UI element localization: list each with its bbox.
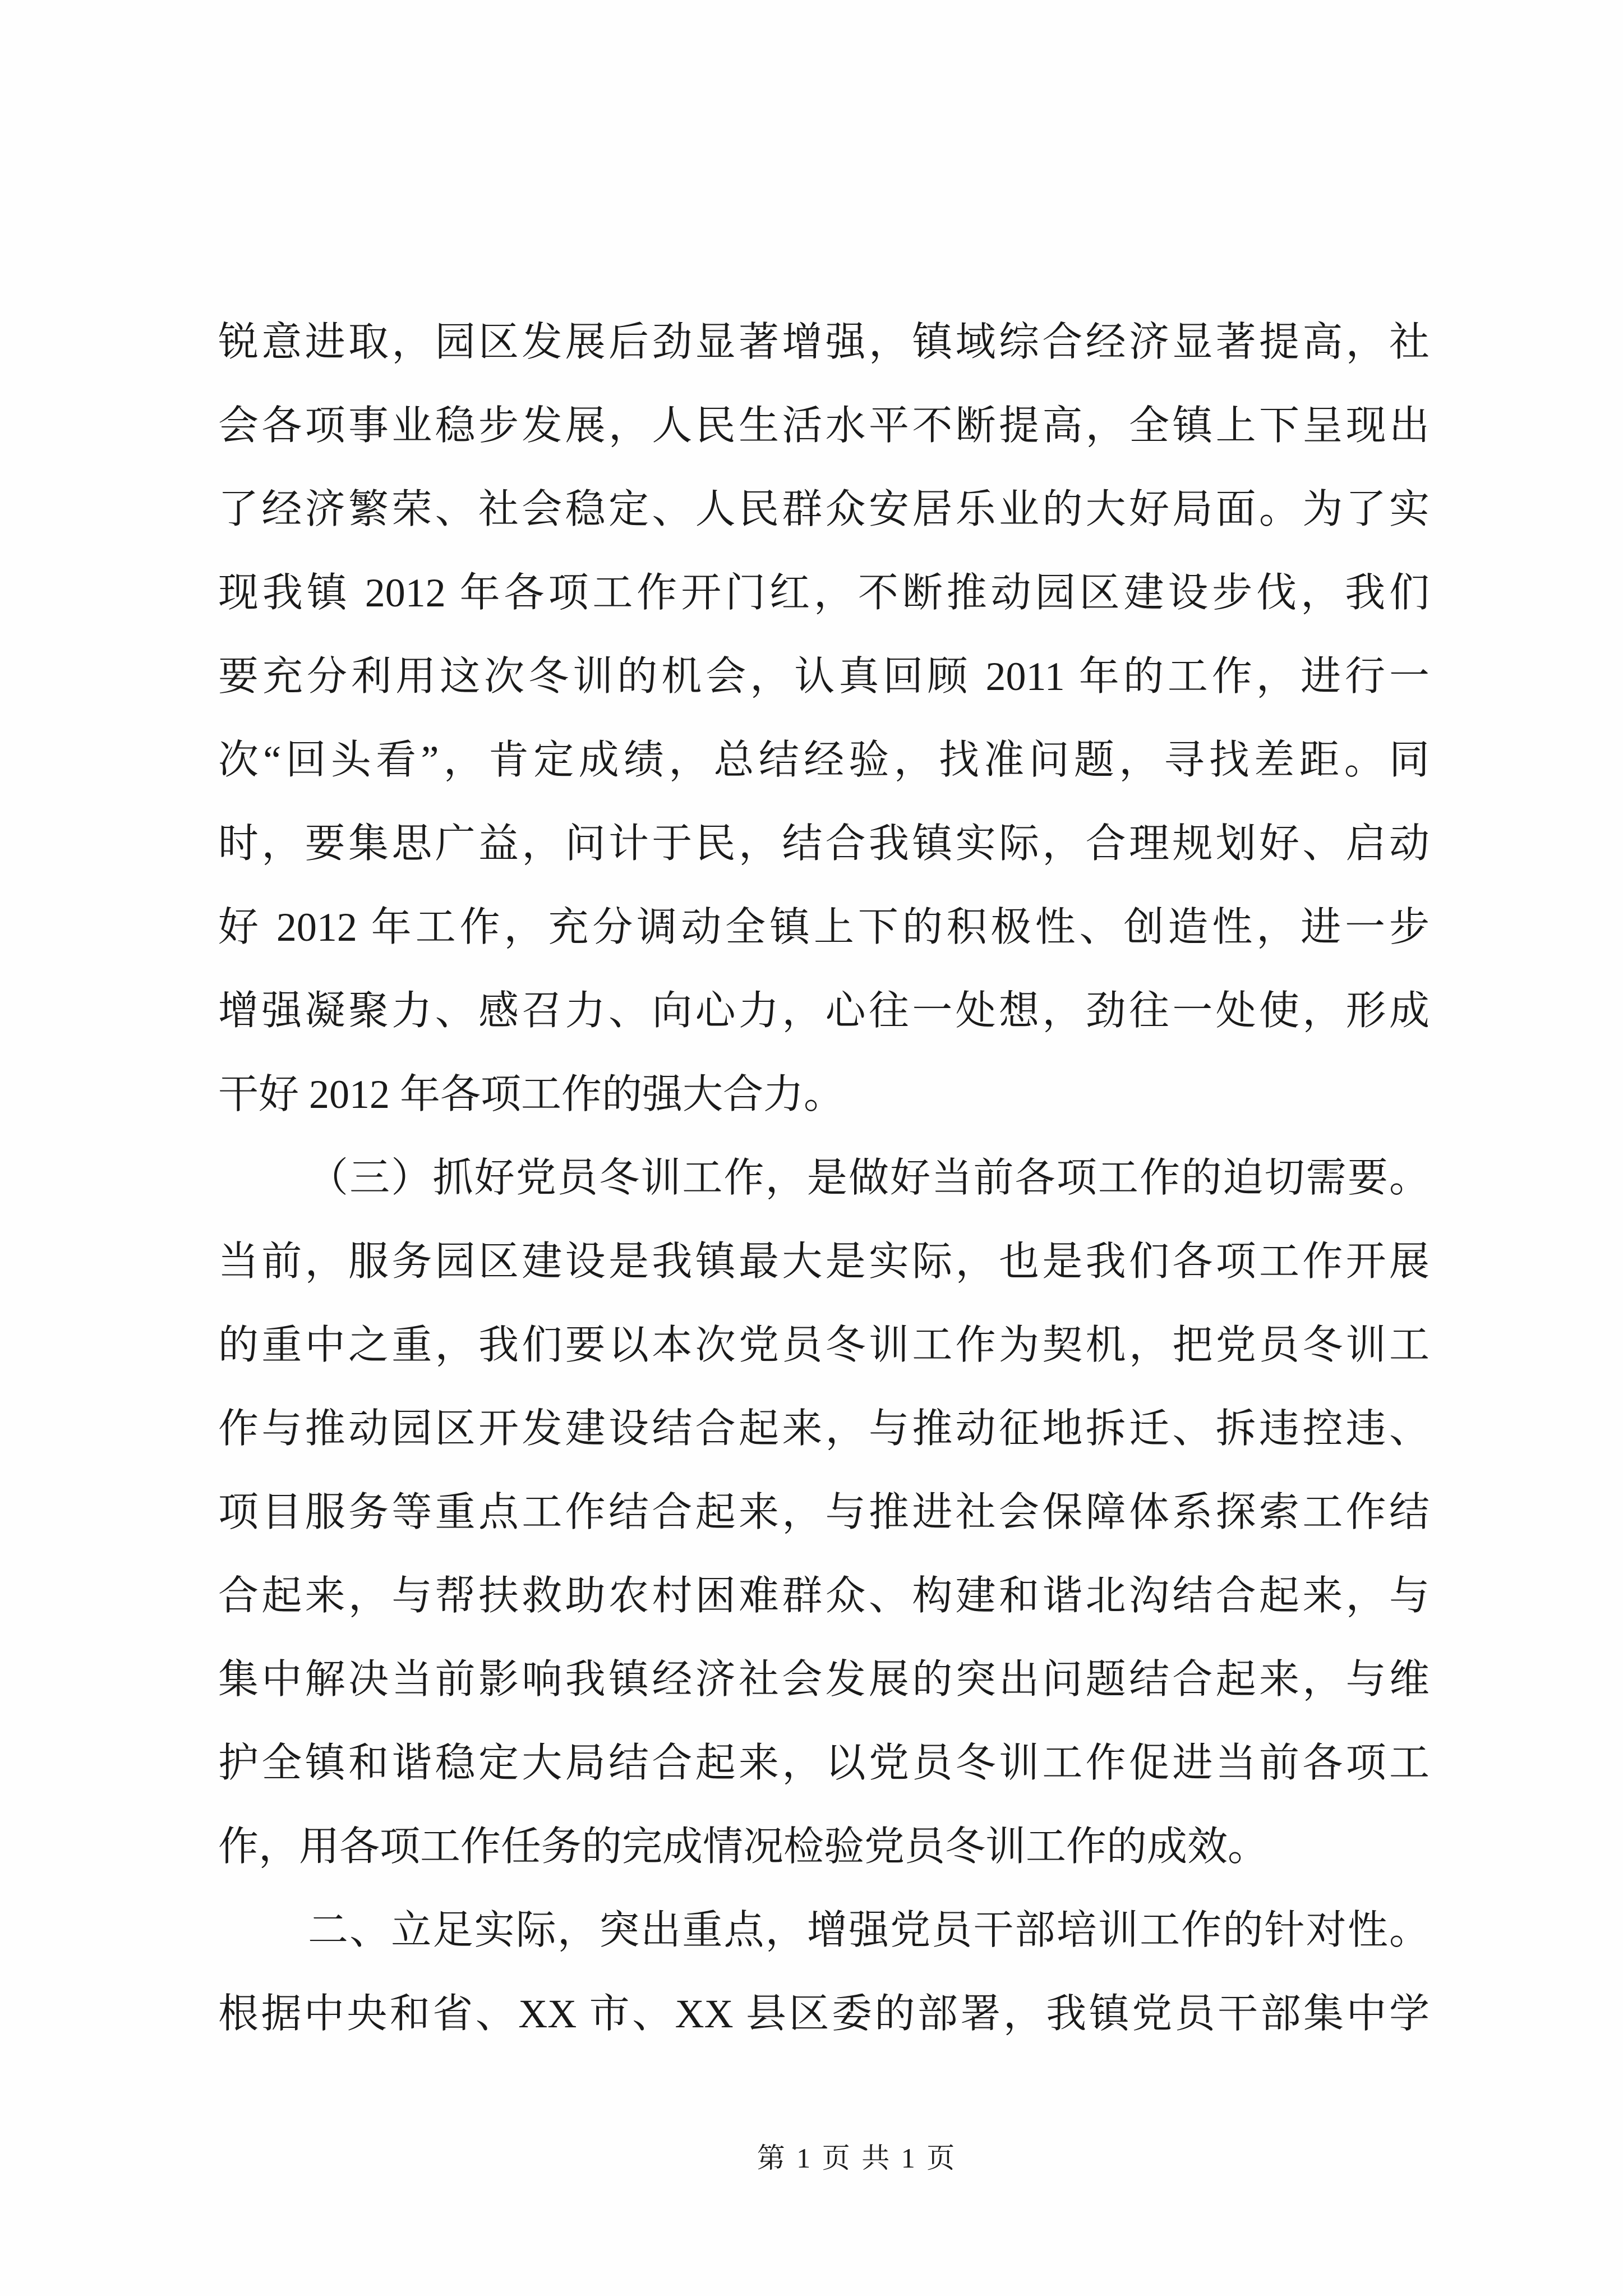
text-line: 时，要集思广益，问计于民，结合我镇实际，合理规划好、启动 — [218, 821, 1430, 866]
section-heading-line: （三）抓好党员冬训工作，是做好当前各项工作的迫切需要。 — [308, 1156, 1430, 1200]
text-line: 合起来，与帮扶救助农村困难群众、构建和谐北沟结合起来，与 — [218, 1573, 1430, 1618]
text-line: 会各项事业稳步发展，人民生活水平不断提高，全镇上下呈现出 — [218, 403, 1430, 448]
text-line: 的重中之重，我们要以本次党员冬训工作为契机，把党员冬训工 — [218, 1323, 1430, 1368]
document-body — [218, 301, 1430, 2056]
text-line: 要充分利用这次冬训的机会，认真回顾 2011 年的工作，进行一 — [218, 654, 1430, 699]
text-line: 现我镇 2012 年各项工作开门红，不断推动园区建设步伐，我们 — [218, 570, 1430, 615]
text-line: 当前，服务园区建设是我镇最大是实际，也是我们各项工作开展 — [218, 1239, 1430, 1284]
text-line: 干好 2012 年各项工作的强大合力。 — [218, 1072, 845, 1117]
page-number-footer: 第 1 页 共 1 页 — [757, 2142, 957, 2174]
text-line: 次“回头看”，肯定成绩，总结经验，找准问题，寻找差距。同 — [218, 738, 1430, 783]
paragraph-section-three — [218, 1137, 1430, 1889]
text-line: 项目服务等重点工作结合起来，与推进社会保障体系探索工作结 — [218, 1490, 1430, 1535]
text-line: 根据中央和省、XX 市、XX 县区委的部署，我镇党员干部集中学 — [218, 1991, 1430, 2036]
section-heading-line: 二、立足实际，突出重点，增强党员干部培训工作的针对性。 — [308, 1908, 1430, 1953]
text-line: 作与推动园区开发建设结合起来，与推动征地拆迁、拆违控违、 — [218, 1406, 1430, 1451]
text-line: 好 2012 年工作，充分调动全镇上下的积极性、创造性，进一步 — [218, 905, 1430, 950]
text-line: 作，用各项工作任务的完成情况检验党员冬训工作的成效。 — [218, 1824, 1269, 1869]
text-line: 了经济繁荣、社会稳定、人民群众安居乐业的大好局面。为了实 — [218, 487, 1430, 532]
paragraph-part-two — [218, 1889, 1430, 2056]
text-line: 集中解决当前影响我镇经济社会发展的突出问题结合起来，与维 — [218, 1657, 1430, 1702]
text-line: 护全镇和谐稳定大局结合起来，以党员冬训工作促进当前各项工 — [218, 1741, 1430, 1786]
text-line: 锐意进取，园区发展后劲显著增强，镇域综合经济显著提高，社 — [218, 320, 1430, 365]
paragraph-continuation — [218, 301, 1430, 1137]
text-line: 增强凝聚力、感召力、向心力，心往一处想，劲往一处使，形成 — [218, 988, 1430, 1033]
